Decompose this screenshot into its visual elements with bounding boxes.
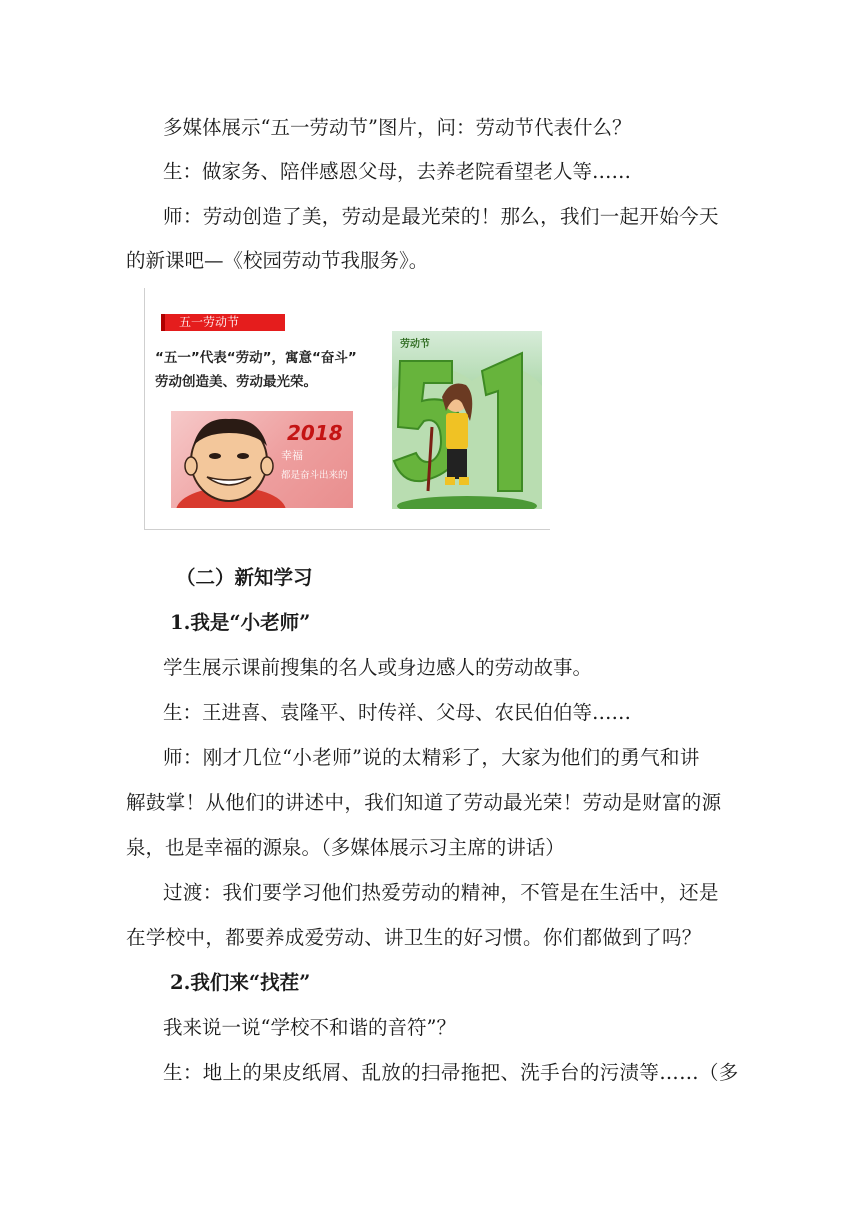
slide-text-line: “五一”代表“劳动”，寓意“奋斗” [155,350,357,366]
subsection-heading: 2.我们来“找茬” [170,971,311,994]
paragraph: 学生展示课前搜集的名人或身边感人的劳动故事。 [163,656,593,679]
paragraph: 过渡：我们要学习他们热爱劳动的精神，不管是在生活中，还是 [163,881,719,904]
subsection-heading: 1.我是“小老师” [170,611,311,634]
paragraph: 生：地上的果皮纸屑、乱放的扫帚拖把、洗手台的污渍等……（多 [163,1061,739,1084]
caption-phrase: 都是奋斗出来的 [281,470,348,481]
slide-title-bar [161,314,285,331]
slide-text-line: 劳动创造美、劳动最光荣。 [155,374,317,390]
paragraph: 师：刚才几位“小老师”说的太精彩了，大家为他们的勇气和讲 [163,746,700,769]
paragraph: 多媒体展示“五一劳动节”图片，问：劳动节代表什么？ [163,116,632,139]
paragraph: 师：劳动创造了美，劳动是最光荣的！那么，我们一起开始今天 [163,205,719,228]
paragraph: 的新课吧—《校园劳动节我服务》。 [126,249,429,272]
grass-51-illustration [392,331,542,509]
caption-word: 幸福 [281,449,303,462]
paragraph: 生：王进喜、袁隆平、时传祥、父母、农民伯伯等…… [163,701,632,724]
poster-label: 劳动节 [400,339,430,350]
paragraph: 生：做家务、陪伴感恩父母，去养老院看望老人等…… [163,160,632,183]
cartoon-portrait-image [171,411,353,508]
paragraph: 在学校中，都要养成爱劳动、讲卫生的好习惯。你们都做到了吗？ [126,926,702,949]
paragraph: 解鼓掌！从他们的讲述中，我们知道了劳动最光荣！劳动是财富的源 [126,791,722,814]
labor-day-poster-image [392,331,542,509]
slide-title: 五一劳动节 [179,315,240,329]
section-heading: （二）新知学习 [176,566,313,589]
paragraph: 泉，也是幸福的源泉。（多媒体展示习主席的讲话） [126,836,565,859]
slide-image [144,288,550,530]
paragraph: 我来说一说“学校不和谐的音符”？ [163,1016,456,1039]
year-script: 2018 [287,421,343,445]
